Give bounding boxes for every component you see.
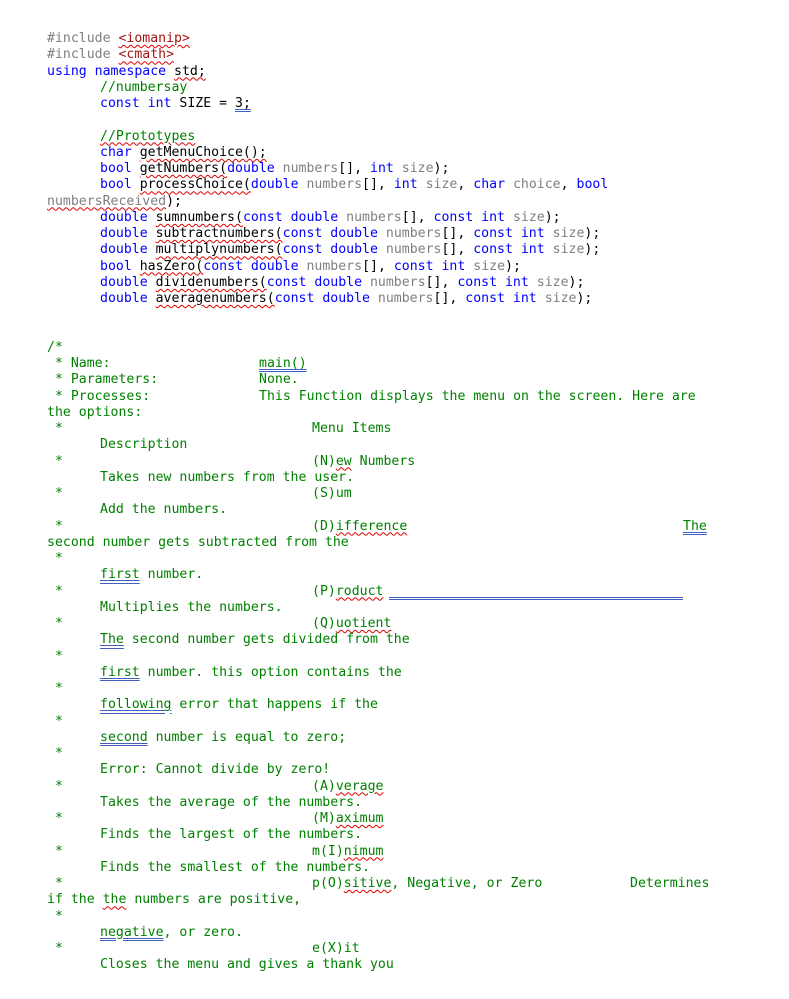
punctuation: );	[505, 258, 521, 274]
keyword: const double	[242, 209, 339, 225]
comment-star: *	[47, 681, 63, 696]
option-description: second	[100, 729, 148, 745]
option-description: Takes the average of the numbers.	[100, 794, 363, 810]
parameter: numbers	[306, 258, 363, 274]
comment-value: None.	[259, 372, 299, 388]
menu-option	[312, 584, 383, 600]
comment-line	[47, 925, 737, 941]
include-file: <cmath>	[118, 47, 175, 63]
option-description: numbers are positive,	[126, 892, 302, 908]
prototype-line	[47, 259, 737, 275]
identifier: SIZE =	[179, 96, 235, 111]
const-size-line	[47, 96, 737, 112]
description-heading: Description	[100, 437, 188, 453]
punctuation: ,	[457, 177, 474, 193]
comment-line	[47, 697, 737, 713]
comment-line	[47, 356, 737, 372]
parameter: size	[552, 226, 585, 241]
option-text: verage	[335, 778, 384, 794]
comment-line	[47, 941, 737, 957]
include-iomanip-line	[47, 31, 737, 47]
comment-line	[47, 600, 737, 616]
function-name: dividenumbers(	[155, 274, 267, 290]
punctuation: [],	[441, 226, 474, 241]
option-description: the	[102, 892, 127, 908]
comment-label: * Processes:	[47, 388, 151, 404]
punctuation: [],	[338, 161, 370, 176]
option-text: nimum	[343, 843, 384, 859]
comment-star: *	[47, 648, 63, 664]
option-key: (M)	[312, 811, 336, 826]
comment-line	[47, 567, 737, 583]
option-text: uotient	[335, 616, 392, 631]
blank-line	[47, 112, 737, 128]
menu-option	[312, 454, 415, 470]
option-key: m(I)	[312, 843, 344, 859]
comment-line	[47, 876, 737, 892]
code-document[interactable]	[47, 31, 737, 974]
comment-line	[47, 909, 737, 925]
comment-label: * Name:	[47, 356, 111, 371]
comment-star: *	[47, 518, 63, 534]
menu-option	[312, 519, 407, 535]
keyword: const double	[282, 242, 378, 258]
parameter: size	[425, 177, 458, 193]
option-description: following	[100, 697, 172, 713]
option-description: Determines	[630, 876, 710, 891]
comment-star: *	[47, 778, 63, 794]
keyword: double	[100, 274, 148, 290]
comment-star: *	[47, 551, 63, 566]
menu-option	[312, 779, 383, 795]
comment-line	[47, 372, 737, 388]
comment-line	[47, 632, 737, 648]
prototype-line	[47, 145, 737, 161]
parameter: size	[536, 274, 569, 290]
option-text: ew	[335, 453, 352, 469]
comment-line	[47, 405, 737, 421]
keyword: bool	[100, 177, 132, 193]
menu-option	[312, 616, 391, 632]
parameter: size	[473, 258, 506, 274]
option-text: Numbers	[351, 453, 416, 469]
parameter: numbers	[385, 242, 442, 258]
comment-line	[47, 892, 737, 908]
function-name: getMenuChoice();	[139, 144, 267, 160]
comment-line	[47, 827, 737, 843]
parameter: size	[552, 242, 585, 258]
include-file: <iomanip>	[118, 31, 190, 46]
punctuation: );	[166, 193, 182, 209]
option-text: , Negative, or Zero	[391, 876, 543, 891]
comment-star: *	[47, 908, 63, 924]
punctuation: [],	[362, 258, 394, 274]
menu-option: (S)um	[312, 486, 352, 501]
menu-option: e(X)it	[312, 941, 360, 956]
comment-line	[47, 486, 737, 502]
keyword: const int	[465, 291, 537, 306]
comment-line	[47, 795, 737, 811]
option-key: (P)	[312, 583, 336, 599]
option-text: aximum	[335, 811, 384, 826]
comment-line	[47, 129, 737, 145]
namespace-name: std;	[174, 63, 206, 79]
comment-star: *	[47, 746, 63, 761]
keyword: const double	[274, 291, 370, 306]
parameter: numbers	[385, 226, 442, 241]
menu-option	[312, 811, 383, 827]
option-key: (N)	[312, 453, 336, 469]
option-description: Finds the largest of the numbers.	[100, 827, 363, 843]
keyword: using namespace	[47, 63, 167, 79]
keyword: const int	[473, 242, 545, 258]
punctuation: ,	[560, 177, 577, 193]
option-description: number is equal to zero;	[147, 729, 347, 745]
punctuation: [],	[425, 274, 458, 290]
function-name: averagenumbers(	[155, 291, 275, 306]
comment-line	[47, 421, 737, 437]
prototype-line	[47, 242, 737, 258]
include-cmath-line	[47, 47, 737, 63]
parameter: numbers	[369, 274, 426, 290]
option-description: number.	[139, 567, 204, 583]
comment-line	[47, 551, 737, 567]
comment-line	[47, 502, 737, 518]
block-comment	[47, 340, 737, 974]
option-text: sitive	[343, 876, 392, 891]
comment-line	[47, 860, 737, 876]
keyword: const int	[473, 226, 545, 241]
keyword: int	[370, 161, 394, 176]
prototype-line	[47, 275, 737, 291]
comment-line	[47, 957, 737, 973]
menu-option	[312, 876, 542, 892]
comment-line	[47, 844, 737, 860]
comment-star: *	[47, 876, 63, 891]
comment-star: *	[47, 453, 63, 469]
function-name: sumnumbers(	[155, 209, 243, 225]
comment-star: *	[47, 843, 63, 859]
option-key: (Q)	[312, 616, 336, 631]
comment-line	[47, 340, 737, 356]
prototype-line	[47, 161, 737, 177]
comment-line	[47, 616, 737, 632]
option-description: first	[100, 567, 140, 583]
option-description: The	[100, 632, 124, 648]
preprocessor: #include	[47, 47, 111, 63]
option-description: first	[100, 664, 140, 680]
comment-text: //numbersay	[100, 79, 188, 95]
option-description: if the	[47, 892, 103, 908]
comment-star: *	[47, 811, 63, 826]
comment-star: *	[47, 941, 63, 956]
keyword: const int	[433, 209, 505, 225]
option-description: Add the numbers.	[100, 502, 228, 518]
keyword: char	[100, 144, 132, 160]
comment-text: the options:	[47, 404, 143, 420]
punctuation: [],	[441, 242, 474, 258]
option-description: negative	[100, 924, 164, 940]
parameter: size	[544, 291, 577, 306]
keyword: double	[250, 177, 299, 193]
using-namespace-line	[47, 64, 737, 80]
keyword: double	[100, 209, 148, 225]
punctuation: );	[584, 242, 601, 258]
comment-line	[47, 779, 737, 795]
comment-star: *	[47, 616, 63, 631]
option-description: second number gets subtracted from the	[47, 534, 349, 550]
keyword: double	[100, 226, 148, 241]
comment-line	[47, 811, 737, 827]
keyword: bool	[100, 258, 132, 274]
option-description: error that happens if the	[171, 697, 378, 713]
keyword: const int	[457, 274, 529, 290]
parameter: numbers	[346, 209, 402, 225]
prototype-line	[47, 226, 737, 242]
comment-line	[47, 714, 737, 730]
blank-line	[47, 324, 737, 340]
comment-line	[47, 535, 737, 551]
keyword: int	[393, 177, 418, 193]
comment-line	[47, 584, 737, 600]
option-text: roduct	[335, 583, 384, 599]
comment-line	[47, 437, 737, 453]
punctuation: );	[433, 161, 450, 176]
comment-star: *	[47, 486, 63, 501]
punctuation: [],	[401, 209, 434, 225]
keyword: bool	[576, 177, 609, 193]
keyword: const double	[266, 274, 363, 290]
keyword: bool	[100, 161, 132, 176]
menu-option	[312, 844, 383, 860]
keyword: char	[473, 177, 506, 193]
keyword: double	[100, 291, 148, 306]
parameter: numbersReceived	[47, 193, 167, 209]
prototype-line	[47, 291, 737, 307]
comment-label: * Parameters:	[47, 372, 159, 388]
comment-line	[47, 519, 737, 535]
comment-star: *	[47, 713, 63, 729]
punctuation: );	[568, 274, 585, 290]
keyword: const int	[100, 96, 172, 111]
blank-line	[47, 307, 737, 323]
keyword: double	[227, 161, 275, 176]
function-name: getNumbers(	[139, 161, 228, 176]
function-name: subtractnumbers(	[155, 226, 283, 241]
comment-line	[47, 665, 737, 681]
comment-line	[47, 454, 737, 470]
comment-line	[47, 746, 737, 762]
parameter: numbers	[306, 177, 363, 193]
menu-items-heading: Menu Items	[312, 421, 392, 436]
comment-line	[47, 470, 737, 486]
keyword: const int	[393, 258, 466, 274]
option-description: Takes new numbers from the user.	[100, 469, 355, 485]
parameter: numbers	[377, 291, 434, 306]
comment-value: This Function displays the menu on the screen. Here are	[259, 388, 696, 404]
punctuation: [],	[362, 177, 394, 193]
option-key: p(O)	[312, 876, 344, 891]
preprocessor: #include	[47, 31, 111, 46]
comment-line	[47, 730, 737, 746]
parameter: numbers	[282, 161, 339, 176]
double-underline-mark	[389, 597, 683, 600]
function-name: multiplynumbers(	[155, 242, 283, 258]
function-name: hasZero(	[139, 258, 204, 274]
prototype-line	[47, 210, 737, 226]
option-description: Error: Cannot divide by zero!	[100, 762, 331, 778]
option-description: Closes the menu and gives a thank you	[100, 957, 394, 973]
comment-value: main()	[259, 356, 307, 371]
prototype-line	[47, 177, 737, 193]
option-description: The	[683, 518, 707, 534]
parameter: size	[401, 161, 434, 176]
parameter: choice	[512, 177, 561, 193]
option-text: ifference	[335, 518, 408, 534]
punctuation: );	[544, 209, 561, 225]
option-description: second number gets divided from the	[123, 632, 410, 648]
punctuation: [],	[433, 291, 466, 306]
prototype-wrap-line	[47, 194, 737, 210]
option-key: (A)	[312, 778, 336, 794]
size-value: 3;	[235, 96, 251, 111]
comment-star: *	[47, 583, 63, 599]
option-description: number. this option contains the	[139, 664, 402, 680]
keyword: const double	[282, 226, 378, 241]
option-description: , or zero.	[163, 924, 243, 940]
comment-open: /*	[47, 339, 63, 355]
function-name: processChoice(	[139, 177, 251, 193]
parameter: size	[512, 209, 545, 225]
punctuation: );	[584, 226, 601, 241]
comment-line	[47, 762, 737, 778]
comment-text: //Prototypes	[100, 128, 196, 144]
comment-line	[47, 80, 737, 96]
option-key: (D)	[312, 518, 336, 534]
keyword: const double	[203, 258, 299, 274]
option-description: Finds the smallest of the numbers.	[100, 859, 370, 875]
option-description: Multiplies the numbers.	[100, 599, 283, 615]
comment-line	[47, 389, 737, 405]
punctuation: );	[576, 291, 593, 306]
comment-line	[47, 649, 737, 665]
comment-star: *	[47, 421, 63, 436]
comment-line	[47, 681, 737, 697]
keyword: double	[100, 242, 148, 258]
